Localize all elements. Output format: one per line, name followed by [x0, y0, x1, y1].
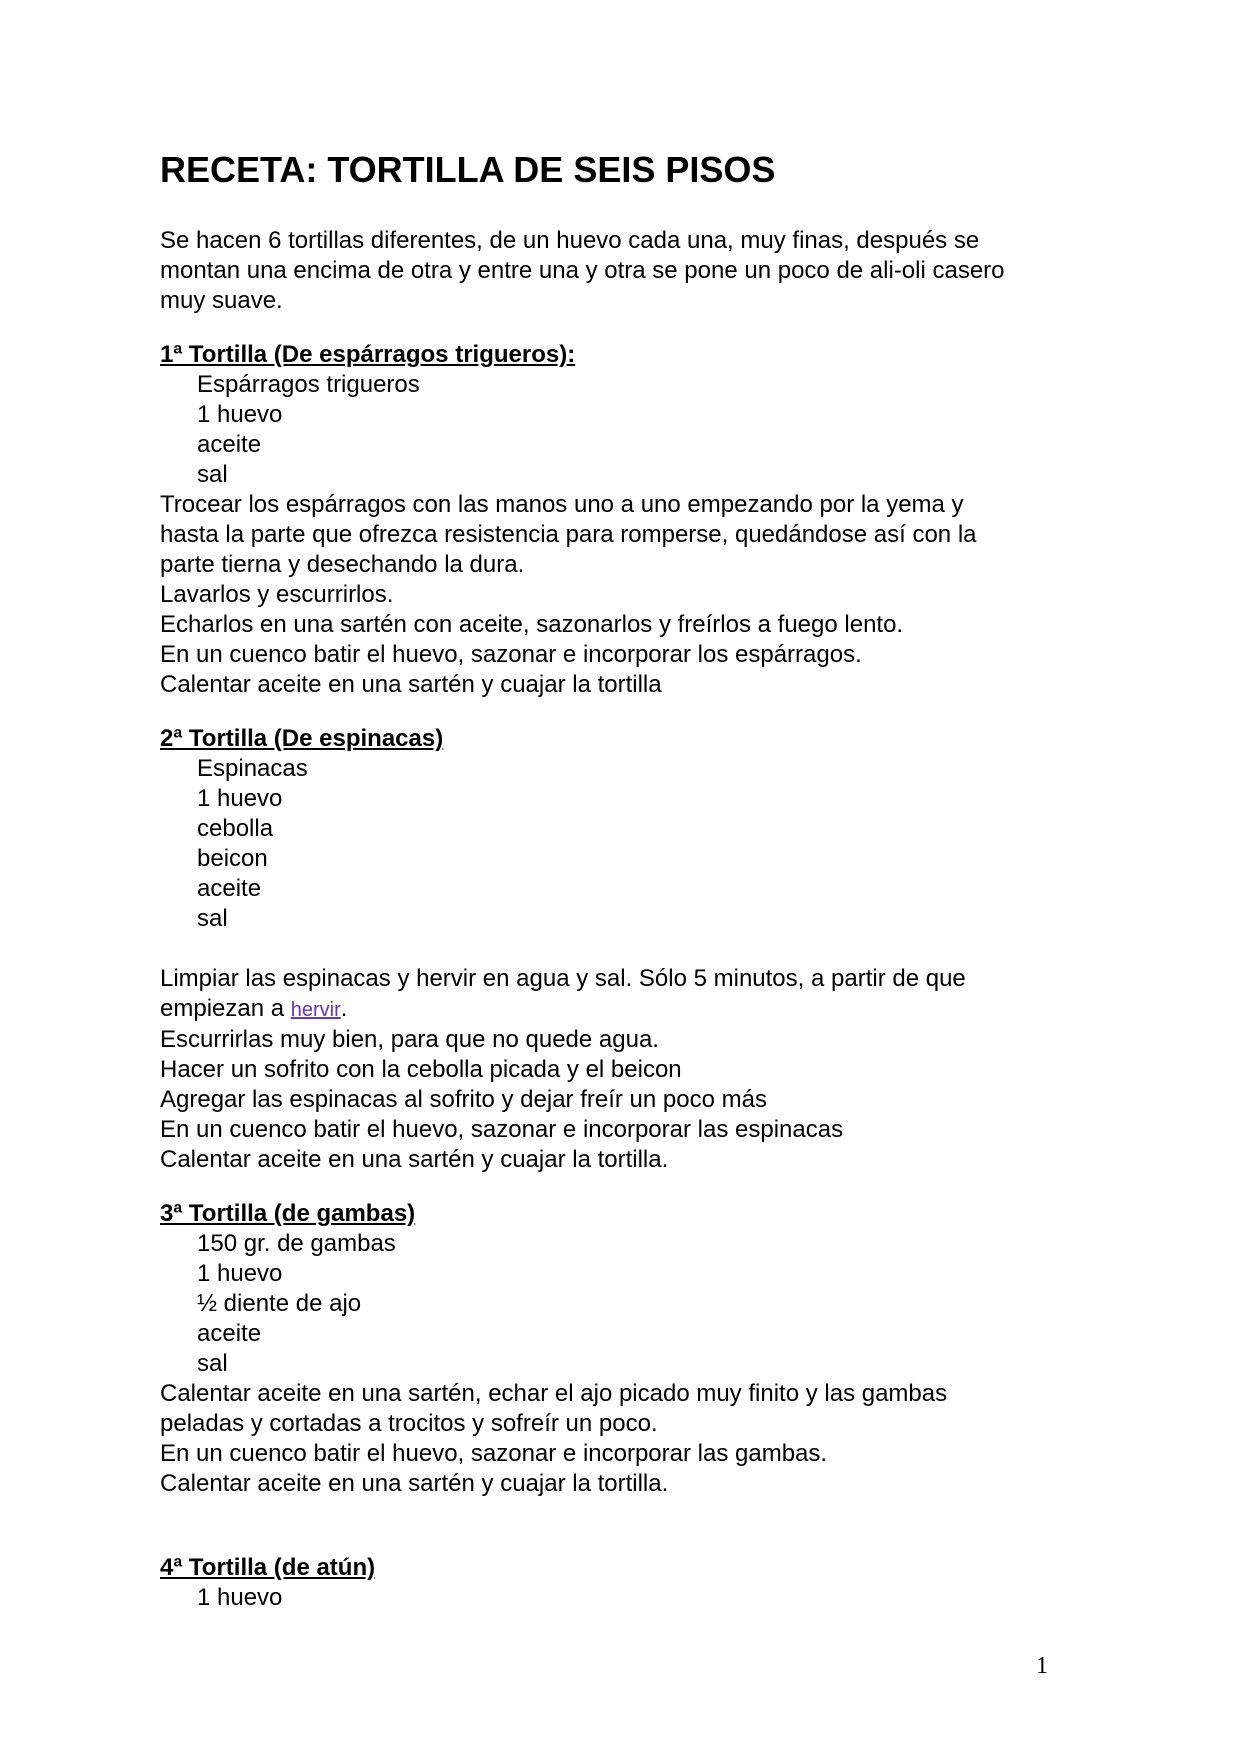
instruction-line: Escurrirlas muy bien, para que no quede agua.: [160, 1026, 659, 1053]
instruction-line: Agregar las espinacas al sofrito y dejar freír un poco más: [160, 1086, 767, 1113]
ingredient-line: sal: [197, 1350, 228, 1377]
instruction-line: Lavarlos y escurrirlos.: [160, 581, 394, 608]
instruction-line: En un cuenco batir el huevo, sazonar e incorporar las espinacas: [160, 1116, 844, 1143]
instruction-line: Trocear los espárragos con las manos uno a uno empezando por la yema y: [160, 491, 964, 518]
ingredient-line: Espárragos trigueros: [197, 371, 420, 398]
instruction-line: Calentar aceite en una sartén y cuajar la tortilla: [160, 671, 662, 698]
instruction-line: En un cuenco batir el huevo, sazonar e incorporar las gambas.: [160, 1440, 828, 1467]
ingredient-line: sal: [197, 461, 228, 488]
instruction-line: Calentar aceite en una sartén y cuajar la tortilla.: [160, 1146, 669, 1173]
intro-line: muy suave.: [160, 287, 283, 314]
ingredient-line: aceite: [197, 431, 262, 458]
ingredient-line: sal: [197, 905, 228, 932]
instruction-line: Calentar aceite en una sartén, echar el ajo picado muy finito y las gambas: [160, 1380, 948, 1407]
section-heading-tortilla-2: 2ª Tortilla (De espinacas): [160, 725, 444, 752]
instruction-line: parte tierna y desechando la dura.: [160, 551, 525, 578]
instruction-line: hasta la parte que ofrezca resistencia para romperse, quedándose así con la: [160, 521, 977, 548]
section-heading-tortilla-4: 4ª Tortilla (de atún): [160, 1554, 376, 1581]
instruction-text: empiezan a: [160, 995, 291, 1022]
hervir-link[interactable]: hervir: [290, 999, 341, 1021]
ingredient-line: cebolla: [197, 815, 274, 842]
intro-line: Se hacen 6 tortillas diferentes, de un huevo cada una, muy finas, después se: [160, 227, 980, 254]
instruction-line: Echarlos en una sartén con aceite, sazonarlos y freírlos a fuego lento.: [160, 611, 904, 638]
instruction-line: Limpiar las espinacas y hervir en agua y sal. Sólo 5 minutos, a partir de que: [160, 965, 966, 992]
instruction-line: En un cuenco batir el huevo, sazonar e incorporar los espárragos.: [160, 641, 862, 668]
document-title: RECETA: TORTILLA DE SEIS PISOS: [160, 149, 776, 190]
instruction-line: Hacer un sofrito con la cebolla picada y el beicon: [160, 1056, 682, 1083]
ingredient-line: 1 huevo: [197, 401, 283, 428]
blank-line: [160, 934, 1090, 964]
ingredient-line: 150 gr. de gambas: [197, 1230, 396, 1257]
ingredient-line: 1 huevo: [197, 785, 283, 812]
instruction-line: peladas y cortadas a trocitos y sofreír un poco.: [160, 1410, 658, 1437]
ingredient-line: beicon: [197, 845, 268, 872]
ingredient-line: aceite: [197, 875, 262, 902]
document-content: [160, 148, 1090, 1613]
instruction-text: .: [340, 995, 348, 1022]
section-heading-tortilla-3: 3ª Tortilla (de gambas): [160, 1200, 416, 1227]
instruction-line-with-link: [160, 994, 1090, 1025]
intro-line: montan una encima de otra y entre una y otra se pone un poco de ali-oli casero: [160, 257, 1005, 284]
instruction-line: Calentar aceite en una sartén y cuajar la tortilla.: [160, 1470, 669, 1497]
ingredient-line: ½ diente de ajo: [197, 1290, 362, 1317]
ingredient-line: aceite: [197, 1320, 262, 1347]
ingredient-line: 1 huevo: [197, 1584, 283, 1611]
page-number: 1: [1036, 1653, 1048, 1679]
ingredient-line: 1 huevo: [197, 1260, 283, 1287]
section-heading-tortilla-1: 1ª Tortilla (De espárragos trigueros):: [160, 341, 576, 368]
ingredient-line: Espinacas: [197, 755, 308, 782]
